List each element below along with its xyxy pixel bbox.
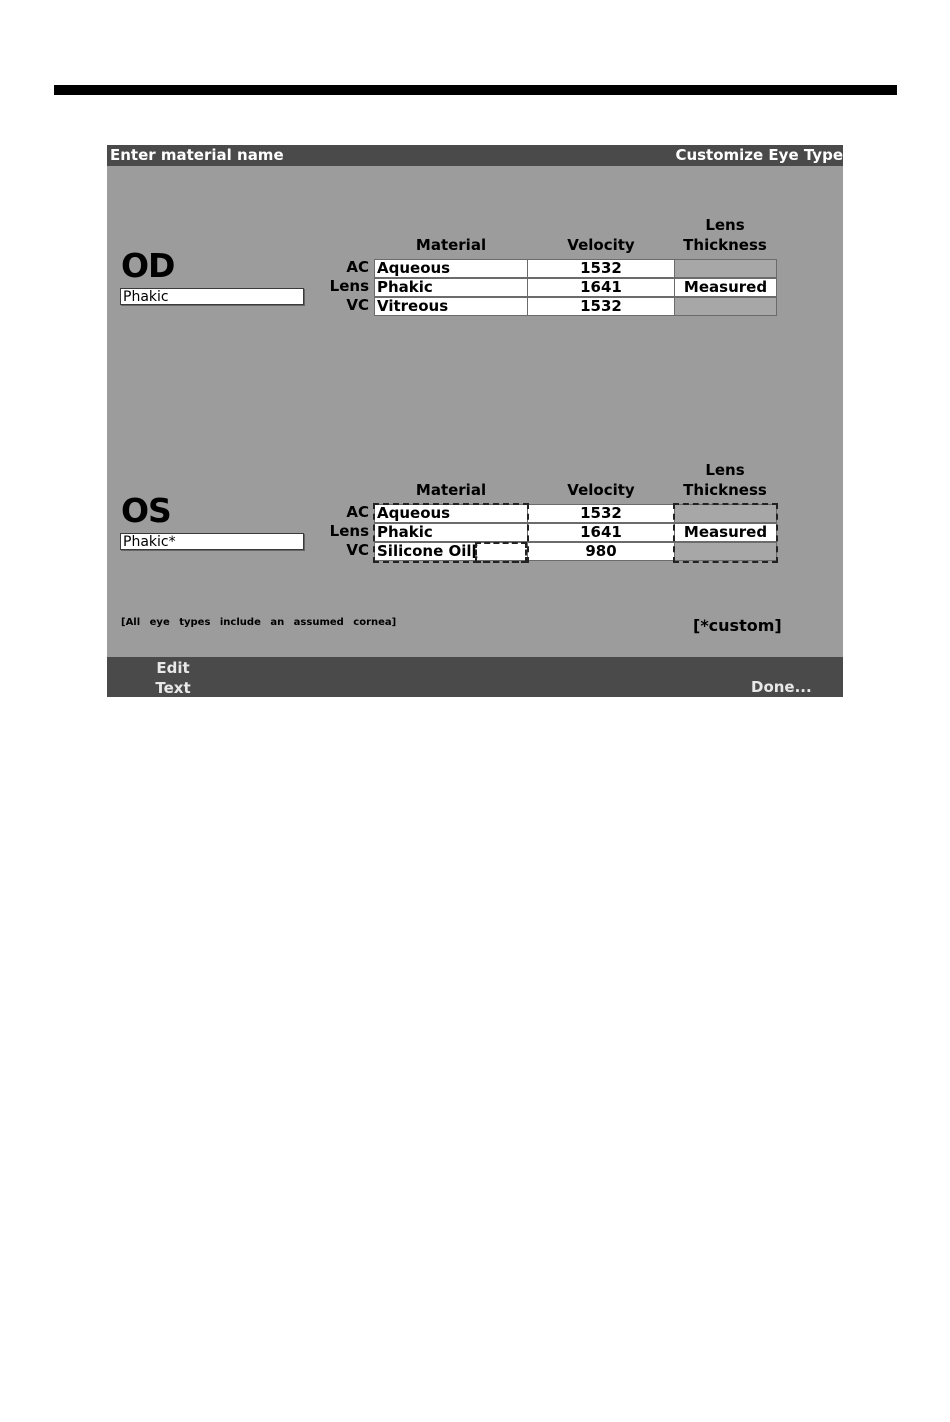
status-prompt: Enter material name [110, 146, 284, 164]
soft-key-bar [107, 657, 843, 697]
od-lens-material[interactable]: Phakic [374, 278, 528, 297]
os-lens-thickness[interactable]: Measured [674, 523, 777, 542]
os-row-label-vc: VC [346, 541, 369, 559]
os-row-label-lens: Lens [329, 522, 369, 540]
od-ac-velocity[interactable]: 1532 [527, 259, 675, 278]
od-thickness-header: Thickness [683, 236, 767, 254]
os-lens-header: Lens [705, 461, 745, 479]
customize-eye-type-screen [107, 145, 843, 697]
od-ac-material[interactable]: Aqueous [374, 259, 528, 278]
os-thickness-custom-outline [673, 503, 778, 563]
os-lens-material[interactable]: Phakic [374, 523, 528, 542]
os-lens-velocity[interactable]: 1641 [527, 523, 675, 542]
od-ac-thickness [674, 259, 777, 278]
edit-text-label-line2: Text [155, 679, 191, 697]
cornea-note: [All eye types include an assumed cornea] [121, 617, 397, 628]
screen-title: Customize Eye Type [675, 146, 843, 164]
done-button[interactable]: Done... [751, 678, 812, 696]
edit-text-label-line1: Edit [156, 659, 190, 677]
os-eye-type-field[interactable]: Phakic* [120, 533, 304, 550]
od-lens-thickness[interactable]: Measured [674, 278, 777, 297]
top-rule [54, 85, 897, 95]
od-eye-type-field[interactable]: Phakic [120, 288, 304, 305]
os-ac-velocity[interactable]: 1532 [527, 504, 675, 523]
od-row-label-ac: AC [346, 258, 369, 276]
od-vc-thickness [674, 297, 777, 316]
os-vc-velocity[interactable]: 980 [527, 542, 675, 561]
os-material-header: Material [415, 481, 487, 499]
od-row-label-vc: VC [346, 296, 369, 314]
custom-legend: [*custom] [693, 616, 782, 635]
od-label: OD [121, 246, 175, 285]
od-vc-material[interactable]: Vitreous [374, 297, 528, 316]
od-material-header: Material [415, 236, 487, 254]
od-row-label-lens: Lens [329, 277, 369, 295]
os-row-label-ac: AC [346, 503, 369, 521]
os-thickness-header: Thickness [683, 481, 767, 499]
os-velocity-header: Velocity [567, 481, 635, 499]
edit-text-button[interactable] [151, 658, 195, 698]
od-lens-velocity[interactable]: 1641 [527, 278, 675, 297]
os-ac-material[interactable]: Aqueous [374, 504, 528, 523]
od-velocity-header: Velocity [567, 236, 635, 254]
os-vc-material-input[interactable]: Silicone Oil[ [374, 542, 528, 561]
od-vc-velocity[interactable]: 1532 [527, 297, 675, 316]
text-cursor-field-outline [475, 542, 527, 563]
title-bar [107, 145, 843, 166]
od-lens-header: Lens [705, 216, 745, 234]
os-label: OS [121, 491, 171, 530]
